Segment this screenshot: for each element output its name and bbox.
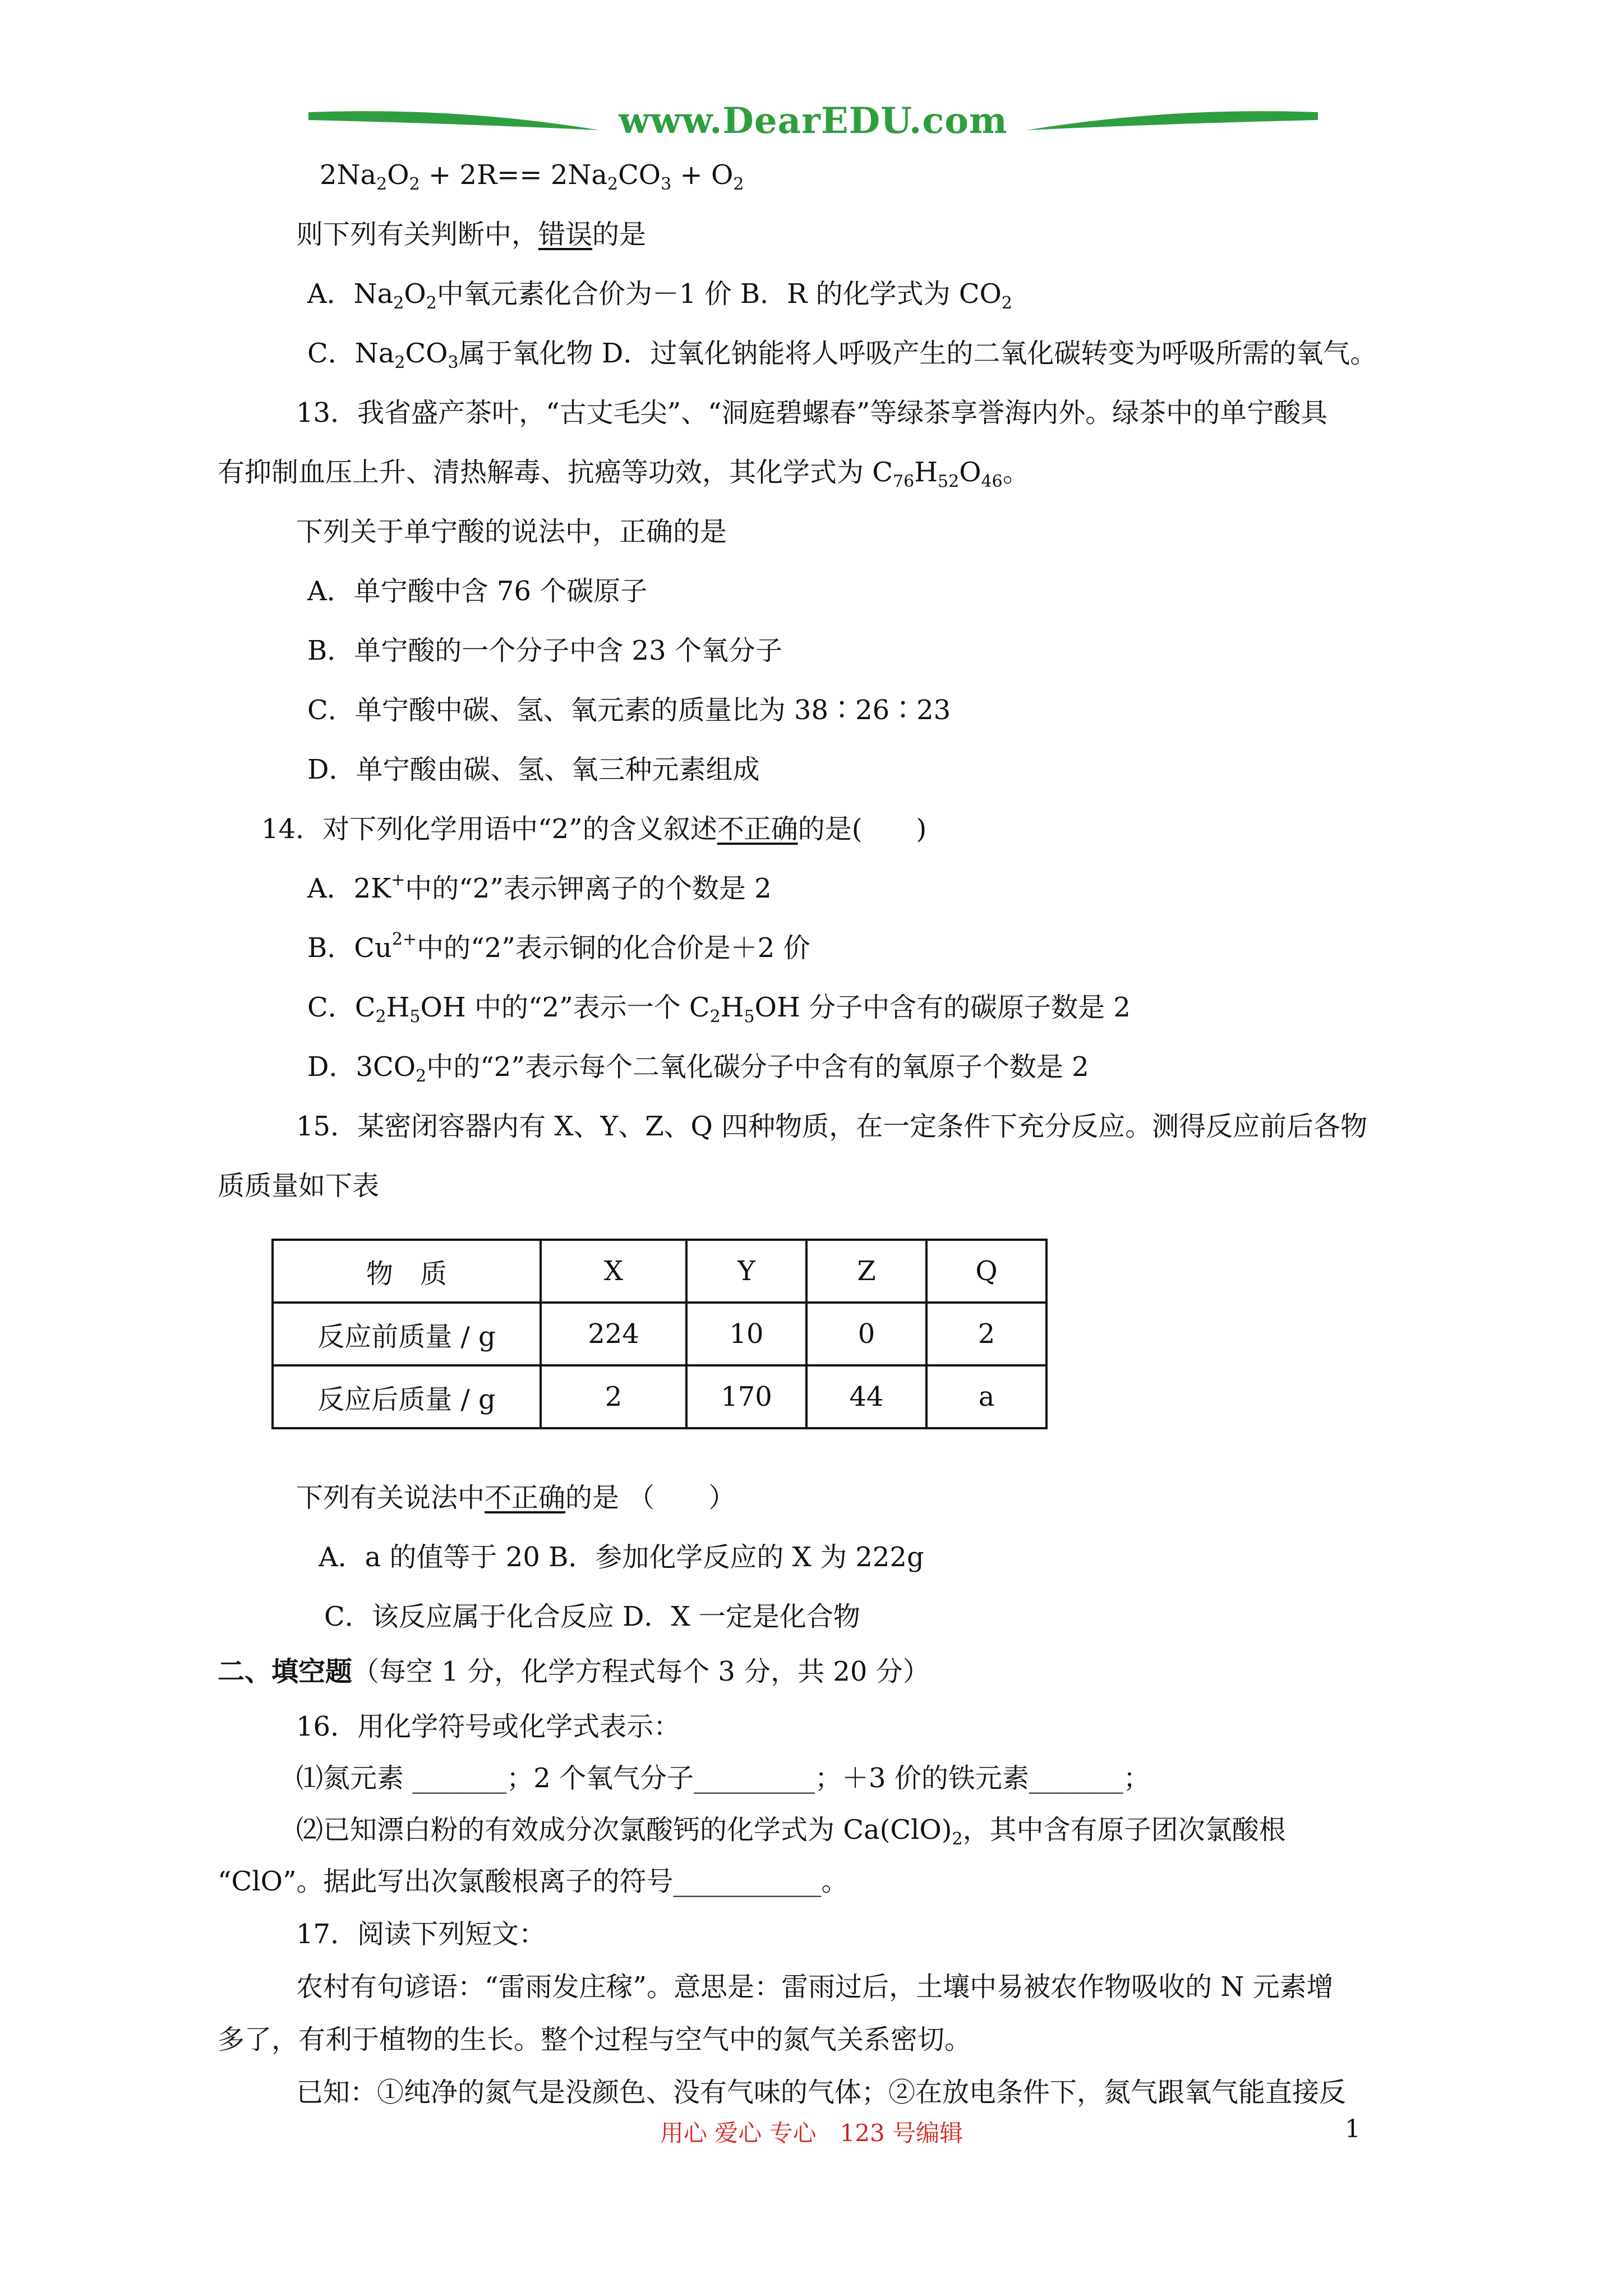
q15-option-cd: C．该反应属于化合反应 D．X 一定是化合物 — [324, 1601, 860, 1632]
header-swoosh-right — [1026, 95, 1318, 157]
table-header-cell: X — [541, 1240, 686, 1303]
table-cell: 反应前质量 / g — [273, 1303, 541, 1365]
table-cell: 0 — [806, 1303, 926, 1365]
q12-stem: 则下列有关判断中，错误的是 — [296, 219, 647, 250]
table-cell: a — [926, 1365, 1046, 1428]
table-cell: 224 — [541, 1303, 686, 1365]
q15-line1: 15．某密闭容器内有 X、Y、Z、Q 四种物质，在一定条件下充分反应。测得反应前后各物 — [296, 1111, 1368, 1142]
q14-option-d: D．$3CO_2$中的“2”表示每个二氧化碳分子中含有的氧原子个数是 2 — [307, 1051, 1089, 1086]
q13-option-a: A．单宁酸中含 76 个碳原子 — [307, 576, 648, 607]
reaction-equation: $2Na_2O_2 + 2R== 2Na_2CO_3 + O_2$ — [320, 159, 744, 194]
q14-option-a: A．2K+中的“2”表示钾离子的个数是 2 — [307, 870, 772, 904]
table-row — [273, 1303, 1046, 1365]
footer-editor-note: 用心 爱心 专心 123 号编辑 — [660, 2119, 963, 2147]
q16-part2: ⑵已知漂白粉的有效成分次氯酸钙的化学式为 $Ca(ClO)_2$，其中含有原子团次氯酸根 — [296, 1814, 1286, 1849]
q13-option-b: B．单宁酸的一个分子中含 23 个氧分子 — [307, 635, 782, 666]
table-cell: 2 — [926, 1303, 1046, 1365]
q13-option-d: D．单宁酸由碳、氢、氧三种元素组成 — [307, 754, 760, 785]
q17-stem: 17．阅读下列短文： — [296, 1918, 546, 1950]
q17-text-line3: 已知：①纯净的氮气是没颜色、没有气味的气体；②在放电条件下，氮气跟氧气能直接反 — [296, 2077, 1347, 2108]
table-cell: 反应后质量 / g — [273, 1365, 541, 1428]
section-heading: 二、填空题（每空 1 分，化学方程式每个 3 分，共 20 分） — [218, 1656, 930, 1687]
table-header-cell: Z — [806, 1240, 926, 1303]
header-banner — [308, 95, 1318, 157]
table-header-cell: 物 质 — [273, 1240, 541, 1303]
q13-line1: 13．我省盛产茶叶，“古丈毛尖”、“洞庭碧螺春”等绿茶享誉海内外。绿茶中的单宁酸具 — [296, 397, 1328, 429]
q12-option-ab: A．$Na_2O_2$中氧元素化合价为－1 价 B．R 的化学式为 $CO_2$ — [307, 278, 1013, 313]
table-cell: 170 — [686, 1365, 806, 1428]
table-header-cell: Q — [926, 1240, 1046, 1303]
table-row — [273, 1240, 1046, 1303]
page-number: 1 — [1345, 2115, 1361, 2143]
q16-part1: ⑴氮元素 _______；2 个氧气分子_________；＋3 价的铁元素_______； — [296, 1763, 1150, 1794]
q15-stem: 下列有关说法中不正确的是 （ ） — [296, 1482, 736, 1513]
q15-line2: 质质量如下表 — [218, 1170, 380, 1202]
table-cell: 10 — [686, 1303, 806, 1365]
q15-option-ab: A．a 的值等于 20 B．参加化学反应的 X 为 222g — [319, 1542, 924, 1573]
mass-table — [271, 1239, 1048, 1429]
table-cell: 44 — [806, 1365, 926, 1428]
q16-part3: “ClO”。据此写出次氯酸根离子的符号___________。 — [218, 1866, 849, 1897]
q14-option-b: B．$Cu^{2+}$中的“2”表示铜的化合价是＋2 价 — [307, 930, 810, 964]
header-site-name: www.DearEDU.com — [619, 100, 1008, 142]
q12-option-cd: C．$Na_2CO_3$属于氧化物 D．过氧化钠能将人呼吸产生的二氧化碳转变为呼吸所需的氧气。 — [307, 338, 1377, 372]
table-cell: 2 — [541, 1365, 686, 1428]
q13-line2: 有抑制血压上升、清热解毒、抗癌等功效，其化学式为 $C_{76}H_{52}O_{46}$。 — [218, 457, 1030, 491]
q17-text-line1: 农村有句谚语：“雷雨发庄稼”。意思是：雷雨过后，土壤中易被农作物吸收的 N 元素增 — [296, 1971, 1334, 2003]
table-header-cell: Y — [686, 1240, 806, 1303]
q16-stem: 16．用化学符号或化学式表示： — [296, 1711, 681, 1742]
q14-stem: 14．对下列化学用语中“2”的含义叙述不正确的是( ) — [261, 813, 927, 845]
q13-stem: 下列关于单宁酸的说法中，正确的是 — [296, 516, 727, 547]
q17-text-line2: 多了，有利于植物的生长。整个过程与空气中的氮气关系密切。 — [218, 2024, 972, 2055]
q13-option-c: C．单宁酸中碳、氢、氧元素的质量比为 38∶26∶23 — [307, 694, 951, 726]
q14-option-c: C．$C_2H_5OH$ 中的“2”表示一个 $C_2H_5OH$ 分子中含有的碳原子数是 2 — [307, 992, 1131, 1027]
table-row — [273, 1365, 1046, 1428]
